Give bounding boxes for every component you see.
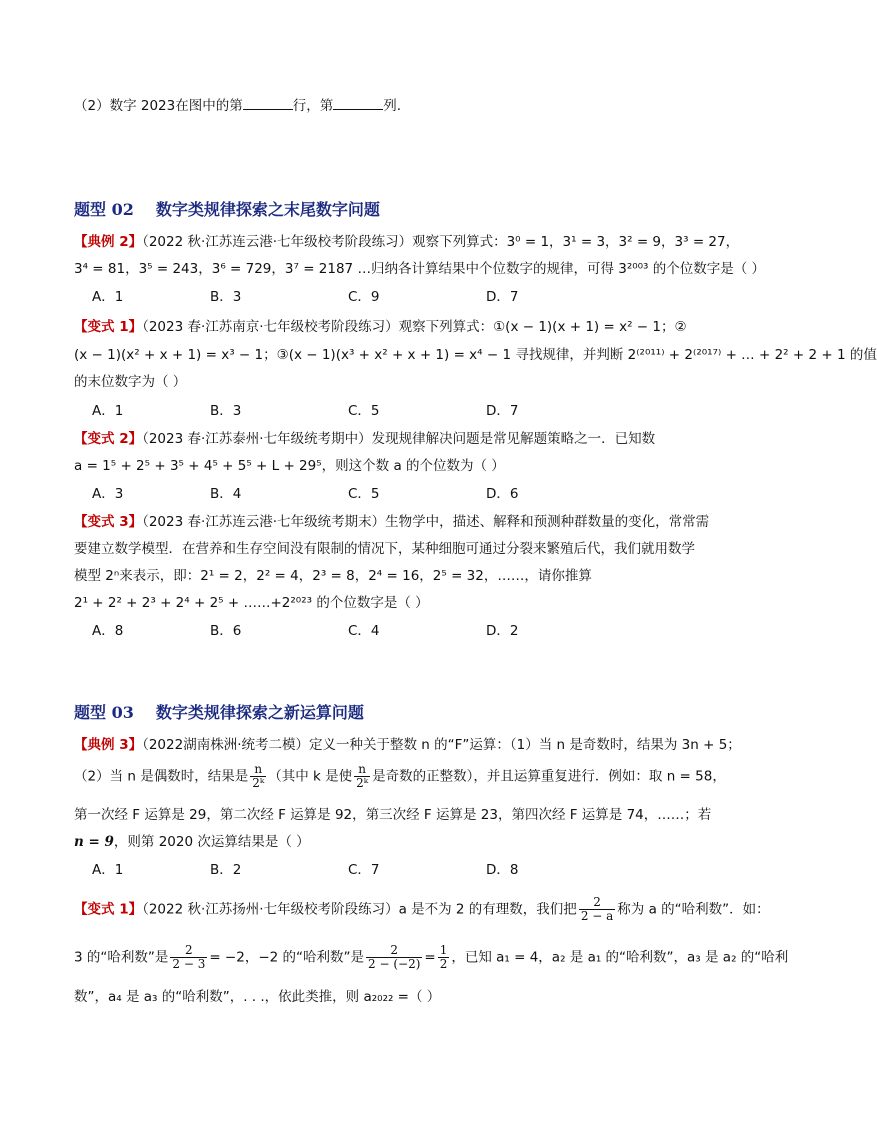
example-tag: 【典例 3】 [74, 737, 143, 753]
variant-1b-line-3 [74, 988, 440, 1006]
option-a[interactable]: A．8 [92, 623, 124, 639]
fraction-n-over-2k [250, 763, 266, 790]
variant-1-line-1 [74, 318, 687, 336]
text: （2023 春·江苏南京·七年级校考阶段练习）观察下列算式：①(x − 1)(x + 1) = x² − 1；② [142, 319, 687, 335]
text: = [424, 949, 436, 966]
numerator: 2 [593, 895, 601, 909]
option-d[interactable]: D．6 [486, 486, 519, 502]
variant-3-line-2 [74, 540, 695, 558]
text: 2¹ + 2² + 2³ + 2⁴ + 2⁵ + ……+2²⁰²³ 的个位数字是（ ） [74, 595, 429, 611]
example-3-line-1 [74, 736, 741, 754]
variant-1b-line-1 [74, 896, 770, 923]
text: 第一次经 F 运算是 29，第二次经 F 运算是 92，第三次经 F 运算是 23，第四次经 F 运算是 74，……；若 [74, 807, 712, 823]
option-d[interactable]: D．7 [486, 403, 519, 419]
option-d[interactable]: D．8 [486, 862, 519, 878]
numerator: n [358, 762, 367, 776]
option-b[interactable]: B．3 [210, 403, 242, 419]
option-d[interactable]: D．2 [486, 623, 519, 639]
section-label: 题型 03 [74, 703, 134, 722]
text: （2）当 n 是偶数时，结果是 [74, 768, 249, 785]
option-c[interactable]: C．5 [348, 403, 380, 419]
option-b[interactable]: B．2 [210, 862, 242, 878]
section-heading-02 [74, 197, 380, 220]
option-a[interactable]: A．3 [92, 486, 124, 502]
option-c[interactable]: C．9 [348, 289, 380, 305]
row-blank[interactable] [243, 96, 293, 110]
option-b[interactable]: B．4 [210, 486, 242, 502]
denominator: 2ᵏ [356, 776, 369, 790]
option-a[interactable]: A．1 [92, 403, 124, 419]
section-title: 数字类规律探索之末尾数字问题 [155, 200, 380, 219]
text: 的末位数字为（ ） [74, 374, 187, 390]
variant-3-line-3 [74, 567, 592, 585]
section-heading-03 [74, 700, 364, 723]
text: 是奇数的正整数），并且运算重复进行．例如：取 n = 58， [372, 768, 726, 785]
example-tag: 【典例 2】 [74, 234, 143, 250]
text: 称为 a 的“哈利数”．如： [617, 901, 770, 918]
section-title: 数字类规律探索之新运算问题 [155, 703, 364, 722]
example-3-line-2 [74, 763, 726, 790]
variant-3-line-1 [74, 513, 709, 531]
numerator: 2 [390, 943, 399, 957]
option-a[interactable]: A．1 [92, 289, 124, 305]
denominator: 2 [439, 957, 448, 971]
variant-1b-line-2 [74, 944, 788, 971]
option-b[interactable]: B．6 [210, 623, 242, 639]
example-3-line-4 [74, 833, 310, 851]
section-label: 题型 02 [74, 200, 134, 219]
numerator: 2 [185, 943, 193, 957]
variant-2-line-1 [74, 430, 655, 448]
text: （2023 春·江苏泰州·七年级统考期中）发现规律解决问题是常见解题策略之一．已知数 [142, 431, 656, 447]
text: 要建立数学模型．在营养和生存空间没有限制的情况下，某种细胞可通过分裂来繁殖后代，我们就用数学 [74, 541, 695, 557]
q2-prefix: （2）数字 2023在图中的第 [74, 98, 243, 114]
text: (x − 1)(x² + x + 1) = x³ − 1；③(x − 1)(x³ + x² + x + 1) = x⁴ − 1 寻找规律，并判断 2⁽²⁰¹¹⁾ + 2⁽²⁰¹⁷⁾ + … + 2² + 2 + 1 的值 [74, 347, 877, 363]
text: = −2，−2 的“哈利数”是 [209, 949, 365, 966]
text: （2022湖南株洲·统考二模）定义一种关于整数 n 的“F”运算：（1）当 n 是奇数时，结果为 3n + 5； [142, 737, 741, 753]
fraction-1-over-2 [438, 944, 450, 971]
text: a = 1⁵ + 2⁵ + 3⁵ + 4⁵ + 5⁵ + L + 29⁵，则这个数 a 的个位数为（ ） [74, 458, 505, 474]
denominator: 2ᵏ [252, 776, 265, 790]
text: 3 的“哈利数”是 [74, 949, 169, 966]
option-a[interactable]: A．1 [92, 862, 124, 878]
variant-3-line-4 [74, 594, 429, 612]
numerator: 1 [439, 943, 448, 957]
denominator: 2 − 3 [172, 957, 206, 971]
text: ，则第 2020 次运算结果是（ ） [113, 834, 310, 850]
option-c[interactable]: C．4 [348, 623, 380, 639]
text: （2023 春·江苏连云港·七年级统考期末）生物学中，描述、解释和预测种群数量的变化，常常需 [142, 514, 710, 530]
example-3-line-3 [74, 806, 711, 824]
fraction-n-over-2k [354, 763, 370, 790]
variant-tag: 【变式 3】 [74, 514, 143, 530]
numerator: n [254, 762, 263, 776]
text: 模型 2ⁿ来表示，即：2¹ = 2，2² = 4，2³ = 8，2⁴ = 16，2⁵ = 32，……，请你推算 [74, 568, 592, 584]
variant-tag: 【变式 1】 [74, 901, 143, 918]
column-blank[interactable] [333, 96, 383, 110]
variant-tag: 【变式 2】 [74, 431, 143, 447]
text: （2022 秋·江苏扬州·七年级校考阶段练习）a 是不为 2 的有理数，我们把 [142, 901, 577, 918]
q2-mid: 行，第 [292, 98, 334, 114]
text: （其中 k 是使 [268, 768, 353, 785]
fraction-2-over-2-minus-a [579, 896, 615, 923]
example-2-line-2 [74, 260, 765, 278]
q2-suffix: 列. [383, 98, 402, 114]
text: （2022 秋·江苏连云港·七年级校考阶段练习）观察下列算式：3⁰ = 1，3¹ = 3，3² = 9，3³ = 27， [142, 234, 740, 250]
option-d[interactable]: D．7 [486, 289, 519, 305]
variant-1-line-3 [74, 373, 186, 391]
math-n-equals-9: n = 9 [74, 834, 114, 850]
example-2-line-1 [74, 233, 739, 251]
option-c[interactable]: C．5 [348, 486, 380, 502]
denominator: 2 − (−2) [368, 957, 421, 971]
text: ，已知 a₁ = 4，a₂ 是 a₁ 的“哈利数”，a₃ 是 a₂ 的“哈利 [451, 949, 789, 966]
variant-2-line-2 [74, 457, 505, 475]
text: 3⁴ = 81，3⁵ = 243，3⁶ = 729，3⁷ = 2187 …归纳各计算结果中个位数字的规律，可得 3²⁰⁰³ 的个位数字是（ ） [74, 261, 766, 277]
option-c[interactable]: C．7 [348, 862, 380, 878]
variant-tag: 【变式 1】 [74, 319, 143, 335]
text: 数”，a₄ 是 a₃ 的“哈利数”，. . .，依此类推，则 a₂₀₂₂ =（ ） [74, 989, 441, 1005]
denominator: 2 − a [580, 909, 614, 923]
fraction-2-over-2-minus-3 [170, 944, 207, 971]
variant-1-line-2 [74, 346, 877, 364]
question-2-line [74, 96, 401, 115]
fraction-2-over-2-minus-neg2 [366, 944, 422, 971]
option-b[interactable]: B．3 [210, 289, 242, 305]
